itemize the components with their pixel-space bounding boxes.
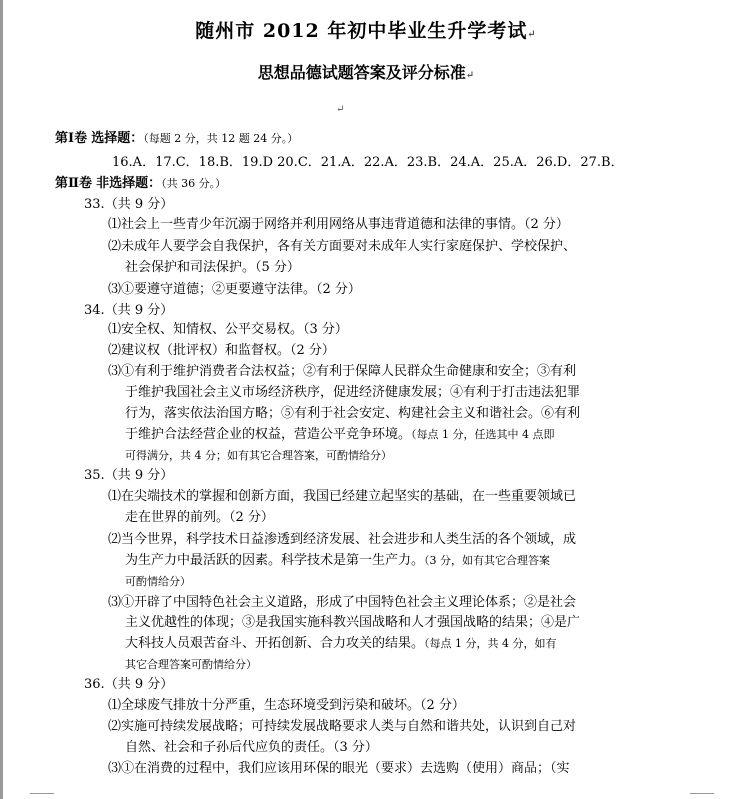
page-corner-mark-right <box>690 793 714 794</box>
q35-answer-1: ⑴在尖端技术的掌握和创新方面，我国已经建立起坚实的基础，在一些重要领域已 <box>108 489 577 504</box>
q34-answer-2: ⑵建议权（批评权）和监督权。（2 分） <box>108 343 335 358</box>
q36-answer-3: ⑶①在消费的过程中，我们应该用环保的眼光（要求）去选购（使用）商品；（实 <box>108 761 570 776</box>
question-34-heading: 34.（共 9 分） <box>84 303 174 318</box>
q33-answer-2: ⑵未成年人要学会自我保护，各有关方面要对未成年人实行家庭保护、学校保护、 <box>108 239 577 254</box>
page-corner-mark-left <box>30 793 54 794</box>
document-subtitle: 思想品德试题答案及评分标准↵ <box>257 63 475 82</box>
q34-answer-3-cont-3: 于维护合法经营企业的权益，营造公平竞争环境。（每点 1 分，任选其中 4 点即 <box>125 427 555 442</box>
section2-heading: 第Ⅱ卷 非选择题：（共 36 分。） <box>55 176 227 191</box>
question-33-heading: 33.（共 9 分） <box>84 197 174 212</box>
q33-answer-3: ⑶①要遵守道德；②更要遵守法律。（2 分） <box>108 282 361 297</box>
q35-answer-2-cont-1: 为生产力中最活跃的因素。科学技术是第一生产力。（3 分，如有其它合理答案 <box>125 553 551 568</box>
q35-answer-3: ⑶①开辟了中国特色社会主义道路，形成了中国特色社会主义理论体系；②是社会 <box>108 595 577 610</box>
q34-answer-3-cont-2: 行为，落实依法治国方略；⑤有利于社会安定、构建社会主义和谐社会。⑥有利 <box>125 406 581 421</box>
q33-answer-2-cont: 社会保护和司法保护。（5 分） <box>125 260 300 275</box>
return-mark: ↵ <box>336 104 345 115</box>
q34-answer-3-cont-1: 于维护我国社会主义市场经济秩序，促进经济健康发展；④有利于打击违法犯罪 <box>125 385 581 400</box>
q34-answer-3-cont-4: 可得满分，共 4 分；如有其它合理答案，可酌情给分） <box>125 449 392 462</box>
page-left-edge <box>0 0 3 799</box>
q35-answer-2-cont-2: 可酌情给分） <box>125 575 191 588</box>
return-mark: ↵ <box>465 70 475 81</box>
q35-answer-3-cont-2: 大科技人员艰苦奋斗、开拓创新、合力攻关的结果。（每点 1 分，共 4 分，如有 <box>125 636 557 651</box>
document-title: 随州市 2012 年初中毕业生升学考试↵ <box>195 20 537 42</box>
q36-answer-1: ⑴全球废气排放十分严重，生态环境受到污染和破坏。（2 分） <box>108 698 465 713</box>
q34-answer-3: ⑶①有利于维护消费者合法权益；②有利于保障人民群众生命健康和安全；③有利 <box>108 364 577 379</box>
q36-answer-2: ⑵实施可持续发展战略；可持续发展战略要求人类与自然和谐共处，认识到自己对 <box>108 719 577 734</box>
q35-answer-3-cont-3: 其它合理答案可酌情给分） <box>125 658 257 671</box>
q35-answer-1-cont: 走在世界的前列。（2 分） <box>125 510 274 525</box>
return-mark: ↵ <box>527 29 537 40</box>
question-35-heading: 35.（共 9 分） <box>84 468 174 483</box>
q34-answer-1: ⑴安全权、知情权、公平交易权。（3 分） <box>108 322 348 337</box>
q35-answer-2: ⑵当今世界，科学技术日益渗透到经济发展、社会进步和人类生活的各个领域，成 <box>108 532 577 547</box>
question-36-heading: 36.（共 9 分） <box>84 677 174 692</box>
q35-answer-3-cont-1: 主义优越性的体现；③是我国实施科教兴国战略和人才强国战略的结果；④是广 <box>125 615 581 630</box>
section1-answers: 16.A．17.C．18.B．19.D 20.C．21.A．22.A．23.B．24.A．25.A．26.D．27.B． <box>112 155 624 170</box>
q33-answer-1: ⑴社会上一些青少年沉溺于网络并利用网络从事违背道德和法律的事情。（2 分） <box>108 217 569 232</box>
section1-heading: 第Ⅰ卷 选择题：（每题 2 分，共 12 题 24 分。） <box>55 131 299 146</box>
q36-answer-2-cont: 自然、社会和子孙后代应负的责任。（3 分） <box>125 740 378 755</box>
